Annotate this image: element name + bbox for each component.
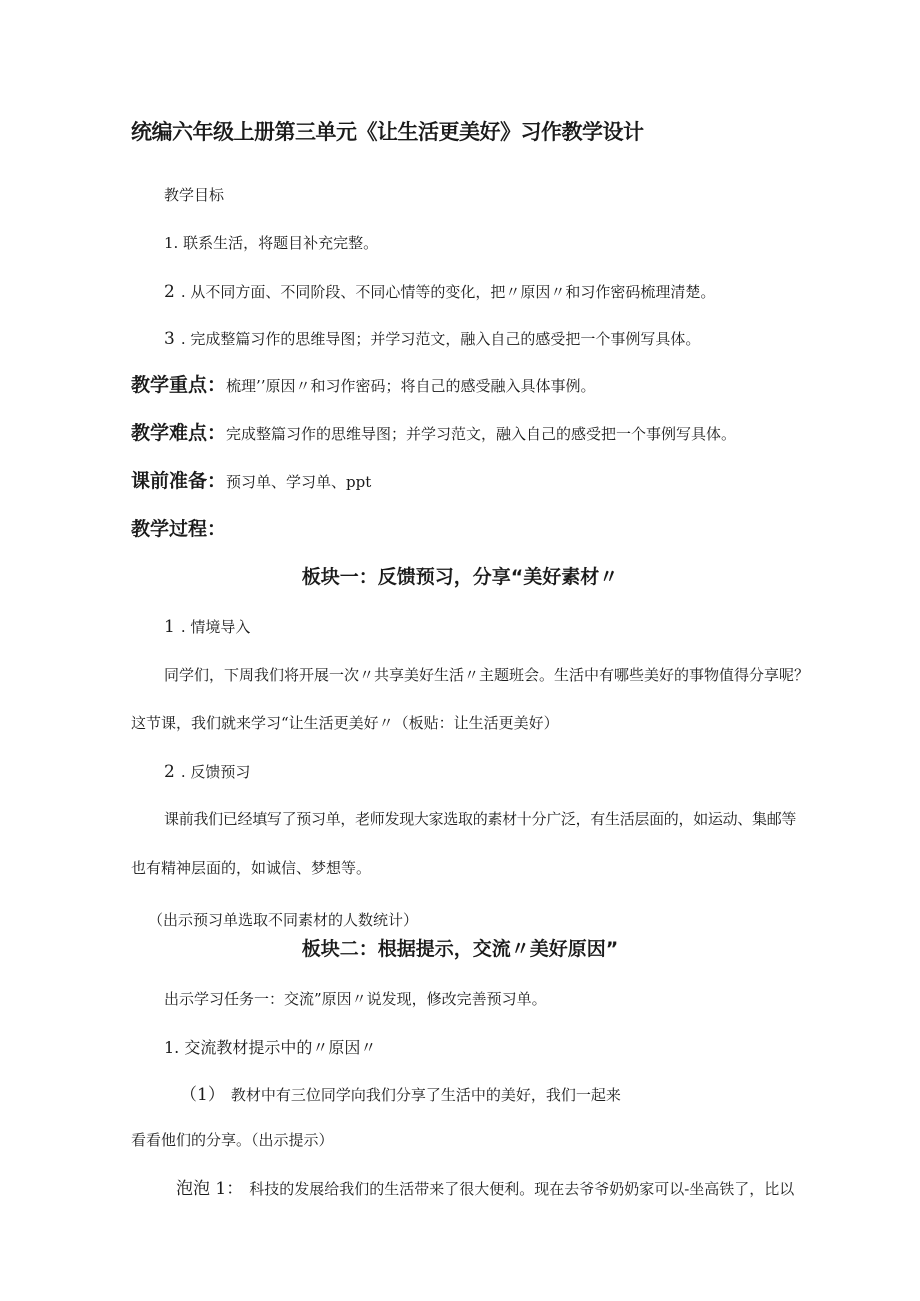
section1-paragraph1-line2: 这节课，我们就来学习“让生活更美好〃（板贴：让生活更美好） — [131, 714, 559, 732]
objectives-heading: 教学目标 — [164, 186, 225, 204]
section1-title: 板块一：反馈预习，分享“美好素材〃 — [301, 566, 619, 588]
key-points — [131, 376, 596, 395]
objective-text: 1. 联系生活，将题目补充完整。 — [164, 234, 379, 252]
section1-step2 — [164, 764, 250, 781]
objective-item-2 — [164, 284, 715, 301]
objective-item-1 — [164, 236, 378, 251]
section1-step1 — [164, 619, 250, 636]
key-points-text: 梳理’’原因〃和习作密码；将自己的感受融入具体事例。 — [226, 377, 596, 395]
step-number: 1 — [164, 617, 175, 637]
section2-sub1-line1 — [180, 1087, 621, 1104]
step-number: 2 — [164, 762, 175, 782]
sub-number: （1） — [180, 1085, 225, 1105]
difficulties-text: 完成整篇习作的思维导图；并学习范文，融入自己的感受把一个事例写具体。 — [226, 425, 737, 443]
section1-paragraph1-line1: 同学们，下周我们将开展一次〃共享美好生活〃主题班会。生活中有哪些美好的事物值得分享呢？ — [164, 666, 810, 684]
process-heading: 教学过程： — [131, 518, 227, 540]
step-text: . 情境导入 — [180, 618, 251, 636]
preparation-label: 课前准备： — [131, 470, 227, 492]
section2-title: 板块二：根据提示，交流〃美好原因” — [301, 938, 619, 960]
objective-item-3 — [164, 331, 700, 348]
difficulties-label: 教学难点： — [131, 422, 227, 444]
document-title: 统编六年级上册第三单元《让生活更美好》习作教学设计 — [131, 120, 644, 144]
section1-note: （出示预习单选取不同素材的人数统计） — [148, 911, 419, 929]
section1-paragraph2-line2: 也有精神层面的，如诚信、梦想等。 — [131, 859, 372, 877]
difficulties — [131, 424, 736, 443]
section2-step1: 1. 交流教材提示中的〃原因〃 — [164, 1038, 377, 1057]
section2-sub1-line2: 看看他们的分享。（出示提示） — [131, 1131, 334, 1149]
preparation-text: 预习单、学习单、ppt — [226, 473, 372, 491]
section2-task: 出示学习任务一：交流”原因〃说发现，修改完善预习单。 — [164, 990, 547, 1008]
preparation — [131, 472, 371, 491]
step-text: . 反馈预习 — [180, 763, 251, 781]
bubble1 — [176, 1181, 794, 1198]
objective-number: 2 — [164, 282, 175, 302]
objective-text: . 完成整篇习作的思维导图；并学习范文，融入自己的感受把一个事例写具体。 — [180, 330, 701, 348]
objective-number: 3 — [164, 329, 175, 349]
bubble-label: 泡泡 1： — [176, 1179, 244, 1199]
section1-paragraph2-line1: 课前我们已经填写了预习单，老师发现大家选取的素材十分广泛，有生活层面的，如运动、集邮等 — [164, 810, 797, 828]
bubble-text: 科技的发展给我们的生活带来了很大便利。现在去爷爷奶奶家可以-坐高铁了，比以 — [249, 1180, 795, 1198]
key-points-label: 教学重点： — [131, 374, 227, 396]
objective-text: . 从不同方面、不同阶段、不同心情等的变化，把〃原因〃和习作密码梳理清楚。 — [180, 283, 716, 301]
sub-text: 教材中有三位同学向我们分享了生活中的美好，我们一起来 — [230, 1086, 621, 1104]
